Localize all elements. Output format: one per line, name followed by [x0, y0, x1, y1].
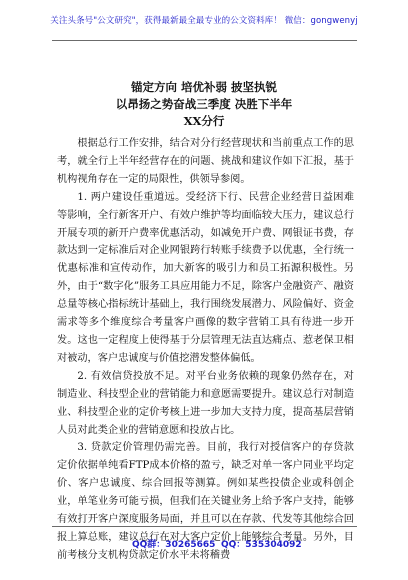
document-author: XX分行: [183, 114, 225, 128]
paragraph-intro: 根据总行工作安排，结合对分行经营现状和当前重点工作的思考，就全行上半年经营存在的问题、挑战和建议作如下汇报，基于机构视角存在一定的局限性，供领导参阅。: [57, 138, 354, 185]
paragraph-item-1: 1. 两户建设任重道远。受经济下行、民营企业经营日益困难等影响，全行新客开户、有效户维护等均面临较大压力，建议总行开展专项的新开户费率优惠活动，如减免开户费、网银证书费，存款达到一定标准后对企业网银跨行转账手续费予以优惠，全行统一优惠标准和宣传动作，加大新客的吸引力和员工拓源积极性。另外，由于“数字化”服务工具应用能力不足，除客户金融资产、融资总量等核心指标统计基础上，我行围绕发展潜力、风险偏好、资金需求等多个维度综合考量客户画像的数字营销工具有待进一步开发。这也一定程度上使得基于分层管理无法直达痛点、惹老保卫相对被动，客户忠诚度与价值挖潜发整体偏低。: [57, 191, 354, 364]
paragraph-item-2: 2. 有效信贷投放不足。对平台业务依赖的现象仍然存在，对制造业、科技型企业的营销能力和意愿需要提升。建议总行对制造业、科技型企业的定价考核上进一步加大支持力度，提高基层营销人员对此类企业的营销意愿和投放占比。: [57, 370, 354, 436]
footer-divider: [52, 526, 357, 527]
document-body: [57, 135, 354, 565]
footer-qq-group: QQ群：30265665: [132, 540, 216, 550]
paragraph-item-3: 3. 贷款定价管理仍需完善。目前，我行对授信客户的存贷款定价依据单纯看FTP成本价格的盈亏，缺乏对单一客户同业平均定价、客户忠诚度、综合回报等测算。例如某些投债企业或科创企业，单笔业务可能亏损，但我们在关键业务上给予客户支持，能够有效打开客户深度服务局面，并且可以在存款、代发等其他综合回报上算总账，建议总行在对大客户定价上能够综合考量。另外，目前考核分支机构贷款定价水平未将稽费: [57, 442, 354, 561]
footer-qq: QQ：535304092: [221, 540, 302, 550]
header-divider: [52, 40, 357, 41]
document-title-line2: 以昂扬之势奋战三季度 决胜下半年: [115, 97, 293, 111]
document-title-line1: 锚定方向 培优补弱 披坚执锐: [130, 80, 277, 94]
header-banner: 关注头条号"公文研究"，获得最新最全最专业的公文资料库！ 微信：gongwenyj: [50, 16, 358, 26]
